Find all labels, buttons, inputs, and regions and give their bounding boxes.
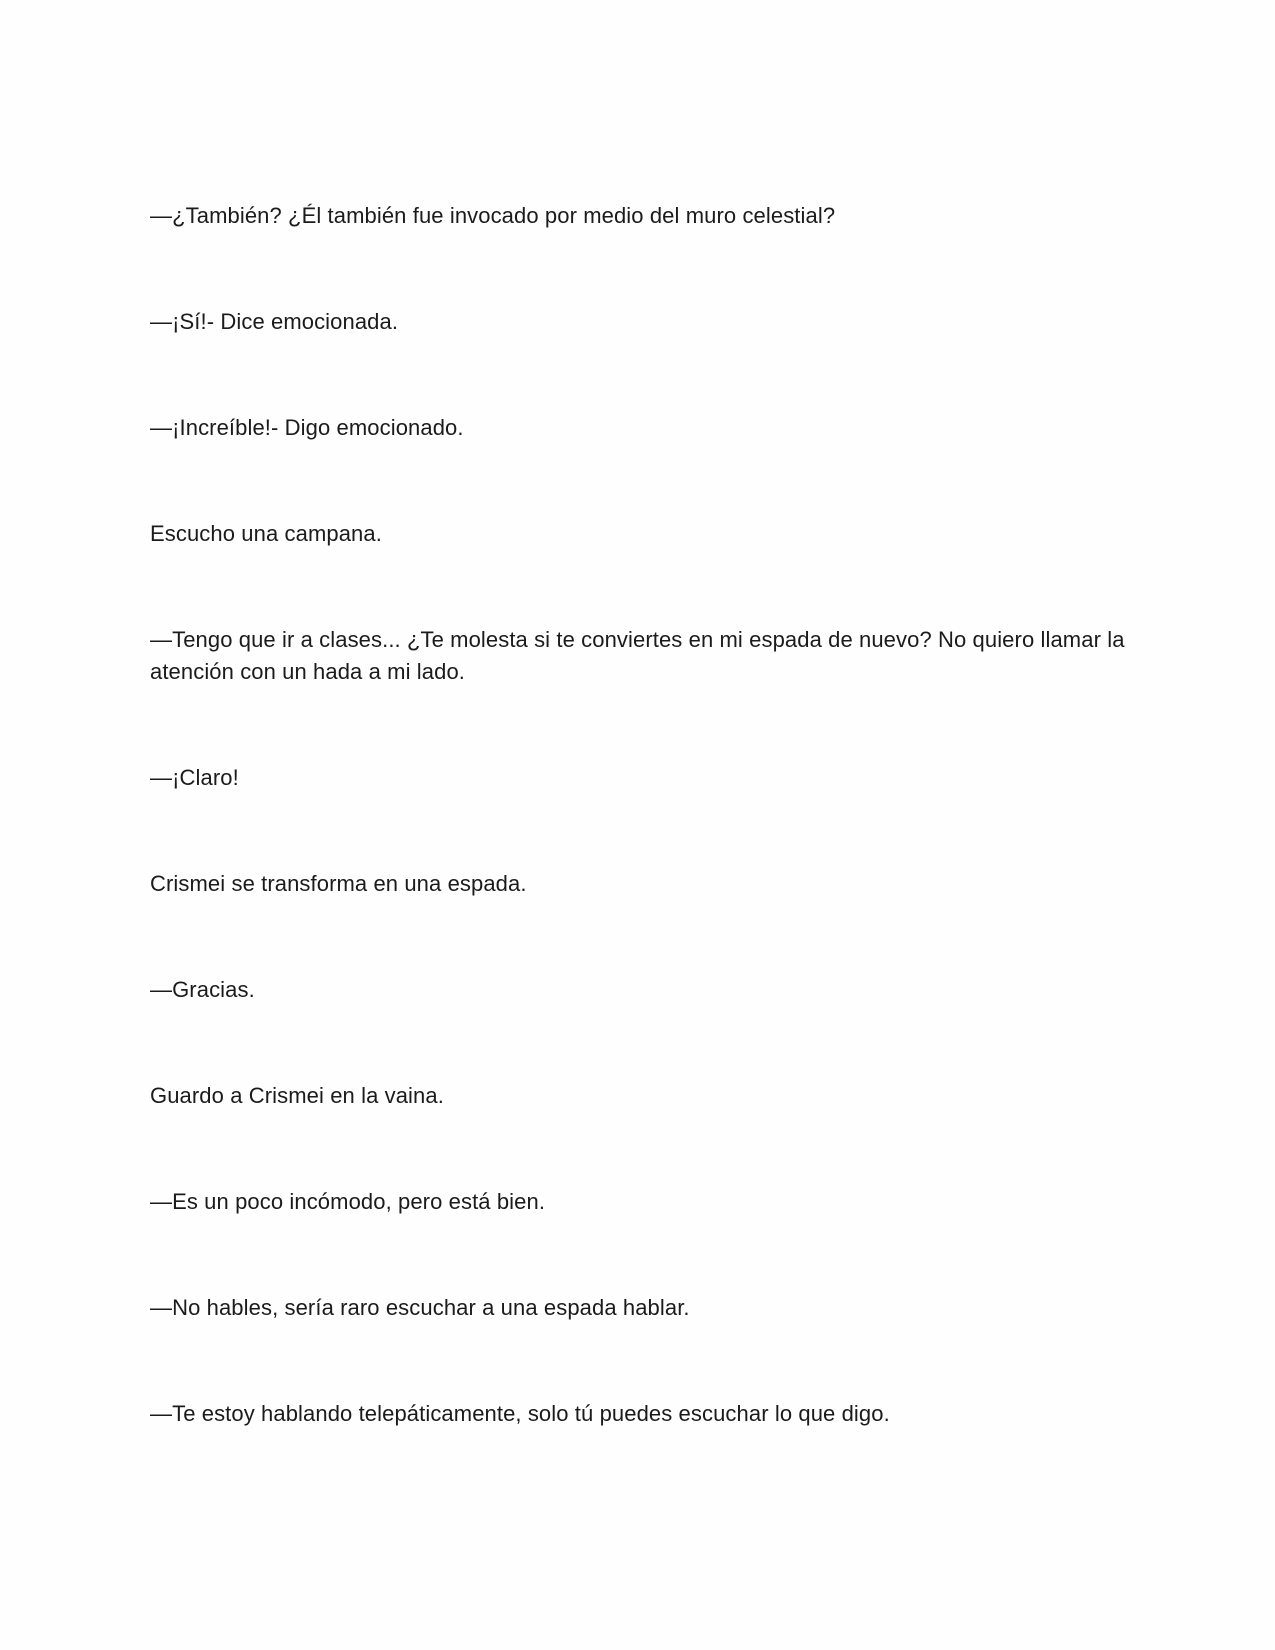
paragraph: —¡Increíble!- Digo emocionado. [150, 415, 464, 440]
paragraph: —¿También? ¿Él también fue invocado por medio del muro celestial? [150, 203, 836, 228]
paragraph: —Es un poco incómodo, pero está bien. [150, 1189, 546, 1214]
paragraph: —¡Sí!- Dice emocionada. [150, 309, 399, 334]
paragraph: —Gracias. [150, 977, 255, 1002]
paragraph: —No hables, sería raro escuchar a una espada hablar. [150, 1295, 690, 1320]
paragraph: Escucho una campana. [150, 521, 382, 546]
paragraph: —¡Claro! [150, 765, 239, 790]
paragraph: —Tengo que ir a clases... ¿Te molesta si te conviertes en mi espada de nuevo? No quiero llamar la atención con un hada a mi lado. [150, 627, 1125, 684]
paragraph: —Te estoy hablando telepáticamente, solo tú puedes escuchar lo que digo. [150, 1401, 890, 1426]
paragraph: Guardo a Crismei en la vaina. [150, 1083, 444, 1108]
paragraph: Crismei se transforma en una espada. [150, 871, 527, 896]
